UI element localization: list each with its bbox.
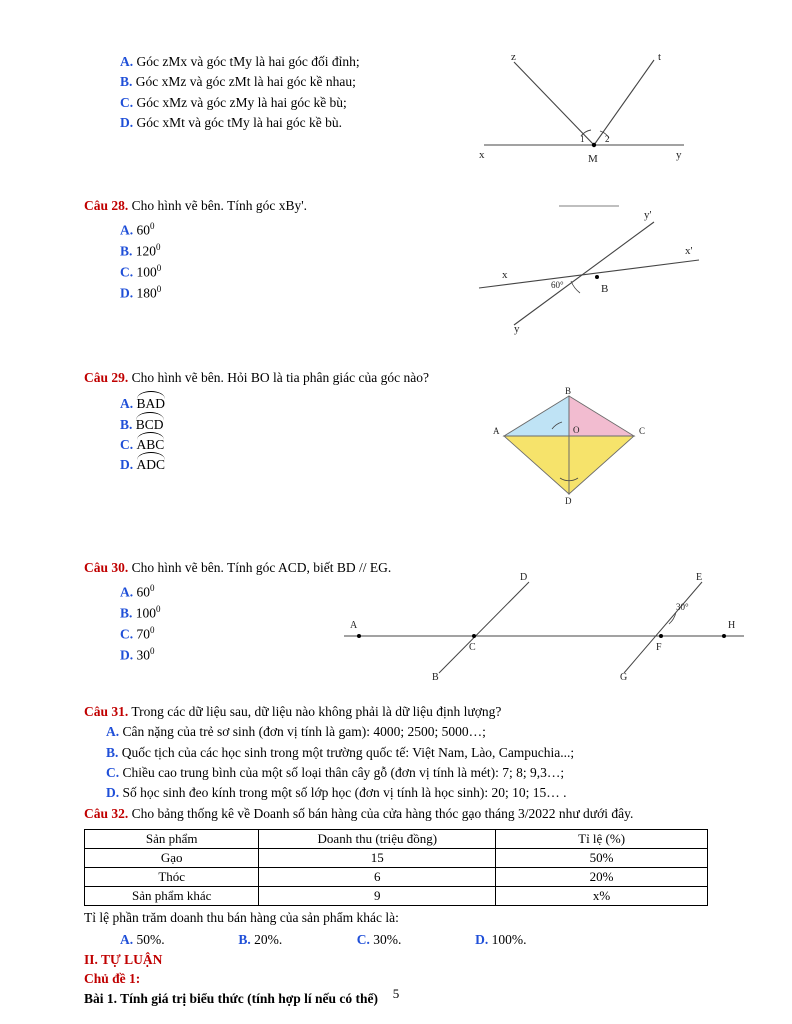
option-letter: D.	[120, 285, 134, 300]
question-text: Cho hình vẽ bên. Tính góc xBy'.	[131, 198, 308, 213]
question-32-options	[120, 932, 708, 948]
question-31-options	[106, 722, 708, 803]
option-text: 100%.	[491, 931, 527, 947]
option-degree: 0	[156, 283, 162, 294]
question-32-block	[84, 804, 708, 948]
option-letter: C.	[120, 626, 134, 642]
svg-text:y: y	[514, 323, 520, 335]
svg-text:A: A	[493, 426, 500, 436]
table-header-cell: Doanh thu (triệu đồng)	[259, 829, 496, 848]
option-letter: A.	[120, 396, 134, 412]
page-number: 5	[392, 986, 400, 1001]
question-text: Cho bảng thống kê về Doanh số bán hàng của cửa hàng thóc gạo tháng 3/2022 như dưới đây.	[131, 806, 634, 822]
question-27-options	[120, 52, 450, 133]
svg-text:1: 1	[580, 134, 585, 144]
option-value: 120	[135, 243, 157, 259]
section-heading: II. TỰ LUẬN	[84, 951, 163, 967]
svg-text:y: y	[676, 149, 682, 161]
table-cell: Gạo	[85, 848, 259, 867]
option-letter: B.	[120, 605, 133, 621]
section-exercise: Bài 1. Tính giá trị biểu thức (tính hợp lí nếu có thể)	[84, 990, 378, 1006]
svg-text:H: H	[728, 620, 736, 631]
option-degree: 0	[156, 242, 161, 252]
table-cell: x%	[496, 886, 708, 905]
figure-question-28	[449, 200, 709, 335]
table-cell: Thóc	[85, 867, 259, 886]
question-28-block	[84, 196, 708, 346]
option-value: 70	[136, 626, 150, 642]
option-letter: D.	[120, 457, 134, 472]
svg-text:x: x	[502, 269, 508, 281]
question-label: Câu 28.	[84, 198, 129, 213]
option-letter: C.	[356, 931, 370, 947]
option-letter: D.	[120, 114, 134, 130]
question-32-followup: Tỉ lệ phần trăm doanh thu bán hàng của sản phẩm khác là:	[84, 909, 399, 925]
table-header-cell: Sản phẩm	[85, 829, 259, 848]
option-value: 30	[136, 647, 150, 662]
svg-text:F: F	[656, 642, 662, 653]
option-letter: C.	[120, 264, 134, 280]
svg-text:M: M	[588, 153, 598, 165]
option-letter: B.	[120, 243, 133, 259]
option-row	[120, 932, 235, 948]
option-letter: B.	[238, 931, 251, 947]
svg-text:y': y'	[644, 209, 652, 221]
svg-text:A: A	[350, 620, 358, 631]
option-letter: A.	[120, 54, 134, 69]
option-row	[238, 932, 353, 948]
svg-text:2: 2	[605, 134, 610, 144]
option-value: 180	[136, 285, 157, 300]
table-cell: 20%	[496, 867, 708, 886]
table-cell: 15	[259, 848, 496, 867]
statistics-table	[84, 829, 708, 906]
option-row	[357, 932, 472, 948]
option-degree: 0	[150, 583, 155, 594]
figure-question-30	[324, 568, 754, 683]
option-letter: C.	[106, 764, 120, 780]
option-text: 50%.	[136, 931, 165, 947]
option-value: 100	[135, 605, 157, 621]
option-letter: D.	[120, 647, 134, 662]
option-text: Cân nặng của trẻ sơ sinh (đơn vị tính là gam): 4000; 2500; 5000…;	[122, 724, 486, 740]
question-label: Câu 32.	[84, 806, 129, 822]
figure-question-27	[469, 50, 699, 165]
option-letter: A.	[120, 931, 134, 947]
table-row	[85, 848, 708, 867]
option-text: Góc xMt và góc tMy là hai góc kề bù.	[136, 114, 342, 130]
option-text: Góc zMx và góc tMy là hai góc đối đỉnh;	[136, 54, 360, 69]
table-cell: 50%	[496, 848, 708, 867]
svg-text:30°: 30°	[676, 602, 689, 612]
option-letter: B.	[120, 74, 133, 90]
option-angle: BCD	[136, 415, 164, 435]
option-letter: B.	[120, 416, 133, 432]
option-row	[120, 72, 450, 92]
table-cell: Sản phẩm khác	[85, 886, 259, 905]
svg-text:O: O	[573, 425, 580, 435]
option-degree: 0	[156, 604, 161, 614]
option-letter: A.	[106, 724, 120, 740]
section-topic: Chủ đề 1:	[84, 971, 141, 987]
svg-text:x': x'	[685, 245, 693, 257]
option-text: 20%.	[254, 931, 283, 947]
option-letter: A.	[120, 222, 134, 238]
option-angle: ABC	[137, 435, 165, 455]
option-text: Quốc tịch của các học sinh trong một trường quốc tế: Việt Nam, Lào, Campuchia...;	[121, 744, 575, 760]
question-label: Câu 30.	[84, 560, 129, 575]
option-text: Chiều cao trung bình của một số loại thân cây gỗ (đơn vị tính là mét): 7; 8; 9,3…;	[122, 764, 565, 780]
table-row	[85, 886, 708, 905]
question-label: Câu 29.	[84, 370, 129, 385]
question-text: Cho hình vẽ bên. Hỏi BO là tia phân giác của góc nào?	[131, 370, 429, 385]
option-row	[106, 722, 708, 742]
option-value: 60	[136, 222, 150, 238]
figure-question-29	[474, 386, 684, 506]
svg-text:D: D	[520, 572, 528, 583]
question-31-block	[84, 702, 708, 803]
option-text: 30%.	[373, 931, 402, 947]
question-29-block	[84, 368, 708, 528]
option-row	[120, 93, 450, 113]
option-row	[120, 52, 450, 72]
svg-text:z: z	[511, 51, 516, 63]
svg-text:D: D	[565, 496, 572, 506]
question-31-stem	[84, 702, 708, 722]
svg-text:E: E	[696, 572, 703, 583]
table-row	[85, 867, 708, 886]
option-letter: B.	[106, 744, 119, 760]
option-text: Góc xMz và góc zMt là hai góc kề nhau;	[135, 74, 356, 90]
svg-text:C: C	[469, 642, 476, 653]
option-letter: C.	[120, 436, 134, 452]
option-value: 60	[136, 584, 150, 600]
option-row	[475, 932, 590, 948]
question-32-stem	[84, 804, 708, 824]
option-angle: ADC	[137, 455, 166, 475]
option-row	[106, 743, 708, 763]
option-degree: 0	[156, 262, 162, 273]
option-row	[120, 113, 450, 133]
svg-text:t: t	[658, 51, 662, 63]
option-degree: 0	[150, 645, 155, 656]
option-row	[106, 783, 708, 803]
option-letter: C.	[120, 94, 134, 110]
question-30-block	[84, 558, 736, 698]
question-text: Cho hình vẽ bên. Tính góc ACD, biết BD // EG.	[131, 560, 392, 575]
table-cell: 6	[259, 867, 496, 886]
option-degree: 0	[150, 624, 155, 635]
svg-text:G: G	[620, 672, 628, 683]
svg-text:B: B	[432, 672, 439, 683]
option-text: Góc xMz và góc zMy là hai góc kề bù;	[136, 94, 347, 110]
svg-text:x: x	[479, 149, 485, 161]
option-text: Số học sinh đeo kính trong một số lớp học (đơn vị tính là học sinh): 20; 10; 15… .	[122, 785, 567, 800]
option-letter: D.	[475, 931, 489, 947]
option-letter: A.	[120, 584, 134, 600]
option-letter: D.	[106, 785, 120, 800]
question-label: Câu 31.	[84, 704, 129, 719]
table-header-row	[85, 829, 708, 848]
svg-text:B: B	[565, 386, 572, 396]
option-row	[106, 763, 708, 783]
svg-text:60°: 60°	[551, 280, 564, 290]
table-header-cell: Tỉ lệ (%)	[496, 829, 708, 848]
table-cell: 9	[259, 886, 496, 905]
option-angle: BAD	[137, 394, 166, 414]
question-text: Trong các dữ liệu sau, dữ liệu nào không phải là dữ liệu định lượng?	[131, 704, 502, 719]
question-27-block	[84, 52, 708, 172]
svg-text:C: C	[639, 426, 646, 436]
option-degree: 0	[150, 221, 155, 232]
option-value: 100	[136, 264, 157, 280]
svg-text:B: B	[601, 283, 609, 295]
